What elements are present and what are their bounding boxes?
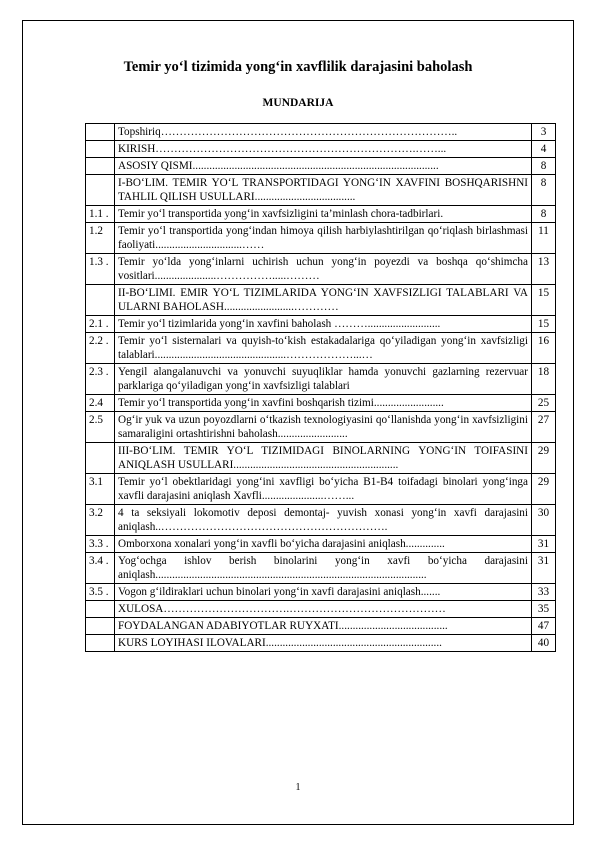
toc-entry-title: I-BO‘LIM. TEMIR YO‘L TRANSPORTIDAGI YONG‘IN XAVFINI BOSHQARISHNI TAHLIL QILISH USULLARI.................................... [115, 175, 532, 206]
toc-entry-title: 4 ta seksiyali lokomotiv deposi demontaj- yuvish xonasi yong‘in xavfi darajasini aniqlash..……………………………………………………. [115, 505, 532, 536]
toc-section-number: 3.5 . [86, 584, 115, 601]
toc-row [86, 316, 556, 333]
toc-section-number: 1.1 . [86, 206, 115, 223]
table-of-contents [85, 123, 556, 652]
toc-row [86, 175, 556, 206]
toc-entry-title: Temir yo‘l transportida yong‘in xavfsizligini ta’minlash chora-tadbirlari. [115, 206, 532, 223]
toc-entry-title: Temir yo‘l sisternalari va quyish-to‘kish estakadalariga qo‘yiladigan yong‘in xavfsizligi talablari...............................................………………...… [115, 333, 532, 364]
toc-row [86, 395, 556, 412]
toc-entry-title: Temir yo‘l obektlaridagi yong‘ini xavfligi bo‘yicha B1-B4 toifadagi binolari yong‘inga xavfli darajasini aniqlash Xavfli......................……... [115, 474, 532, 505]
toc-section-number [86, 124, 115, 141]
toc-section-number: 3.4 . [86, 553, 115, 584]
toc-entry-title: Temir yo‘l tizimlarida yong‘in xavfini baholash ……….......................... [115, 316, 532, 333]
toc-entry-title: Og‘ir yuk va uzun poyozdlarni o‘tkazish texnologiyasini qo‘llanishda yong‘in xavfsizligini samaraligini ortashtirishni baholash......................... [115, 412, 532, 443]
toc-page-number: 30 [532, 505, 556, 536]
toc-row [86, 618, 556, 635]
toc-row [86, 443, 556, 474]
toc-row [86, 364, 556, 395]
toc-page-number: 13 [532, 254, 556, 285]
toc-row [86, 158, 556, 175]
toc-section-number: 2.2 . [86, 333, 115, 364]
toc-page-number: 11 [532, 223, 556, 254]
toc-row [86, 206, 556, 223]
toc-section-number: 2.3 . [86, 364, 115, 395]
toc-entry-title: ASOSIY QISMI........................................................................................ [115, 158, 532, 175]
toc-page-number: 8 [532, 175, 556, 206]
toc-row [86, 474, 556, 505]
toc-page-number: 8 [532, 206, 556, 223]
toc-section-number: 3.1 [86, 474, 115, 505]
toc-section-number [86, 158, 115, 175]
toc-entry-title: Temir yo‘l transportida yong‘in xavfini boshqarish tizimi......................... [115, 395, 532, 412]
toc-section-number [86, 635, 115, 652]
toc-row [86, 285, 556, 316]
toc-page-number: 29 [532, 474, 556, 505]
toc-page-number: 31 [532, 536, 556, 553]
toc-entry-title: Vogon g‘ildiraklari uchun binolari yong‘in xavfi darajasini aniqlash....... [115, 584, 532, 601]
toc-row [86, 635, 556, 652]
toc-row [86, 601, 556, 618]
toc-page-number: 29 [532, 443, 556, 474]
toc-row [86, 505, 556, 536]
toc-entry-title: KURS LOYIHASI ILOVALARI............................................................... [115, 635, 532, 652]
toc-entry-title: FOYDALANGAN ADABIYOTLAR RUYXATI....................................... [115, 618, 532, 635]
toc-section-number: 2.4 [86, 395, 115, 412]
toc-entry-title: III-BO‘LIM. TEMIR YO‘L TIZIMIDAGI BINOLARNING YONG‘IN TOIFASINI ANIQLASH USULLARI........................................................... [115, 443, 532, 474]
toc-page-number: 35 [532, 601, 556, 618]
toc-section-number: 3.3 . [86, 536, 115, 553]
toc-row [86, 254, 556, 285]
toc-page-number: 8 [532, 158, 556, 175]
toc-section-number: 3.2 [86, 505, 115, 536]
toc-entry-title: KIRISH…………………………………………………………….……... [115, 141, 532, 158]
toc-page-number: 16 [532, 333, 556, 364]
page-number: 1 [295, 782, 301, 793]
toc-body [86, 124, 556, 652]
toc-row [86, 412, 556, 443]
toc-page-number: 4 [532, 141, 556, 158]
toc-row [86, 223, 556, 254]
toc-row [86, 584, 556, 601]
toc-section-number [86, 285, 115, 316]
toc-entry-title: Omborxona xonalari yong‘in xavfli bo‘yicha darajasini aniqlash.............. [115, 536, 532, 553]
toc-section-number [86, 618, 115, 635]
toc-page-number: 47 [532, 618, 556, 635]
toc-section-number: 2.1 . [86, 316, 115, 333]
toc-entry-title: Temir yo‘lda yong‘inlarni uchirish uchun yong‘in poyezdi va boshqa qo‘shimcha vositlari......................…………….....……… [115, 254, 532, 285]
toc-page-number: 31 [532, 553, 556, 584]
toc-section-number: 1.3 . [86, 254, 115, 285]
toc-section-number [86, 601, 115, 618]
toc-entry-title: XULOSA…………………………….…………………………………… [115, 601, 532, 618]
toc-page-number: 3 [532, 124, 556, 141]
toc-row [86, 333, 556, 364]
toc-page-number: 27 [532, 412, 556, 443]
document-title: Temir yo‘l tizimida yong‘in xavflilik darajasini baholash [123, 59, 473, 75]
toc-heading: MUNDARIJA [262, 97, 334, 109]
toc-entry-title: Yengil alangalanuvchi va yonuvchi suyuqliklar hamda yonuvchi gazlarning rezervuar parklariga qo‘yiladigan yong‘in xavfsizligi talablari [115, 364, 532, 395]
toc-page-number: 40 [532, 635, 556, 652]
toc-entry-title: Topshiriq…………………………………………………………………….. [115, 124, 532, 141]
toc-row [86, 536, 556, 553]
toc-page-number: 18 [532, 364, 556, 395]
toc-page-number: 15 [532, 316, 556, 333]
toc-section-number [86, 141, 115, 158]
toc-section-number [86, 443, 115, 474]
toc-row [86, 124, 556, 141]
toc-row [86, 141, 556, 158]
toc-row [86, 553, 556, 584]
toc-page-number: 25 [532, 395, 556, 412]
toc-section-number: 2.5 [86, 412, 115, 443]
toc-page-number: 15 [532, 285, 556, 316]
toc-page-number: 33 [532, 584, 556, 601]
toc-entry-title: II-BO‘LIMI. EMIR YO‘L TIZIMLARIDA YONG‘IN XAVFSIZLIGI TALABLARI VA ULARNI BAHOLASH.........................………… [115, 285, 532, 316]
toc-entry-title: Temir yo‘l transportida yong‘indan himoya qilish harbiylashtirilgan qo‘riqlash birlashmasi faoliyati...............................…… [115, 223, 532, 254]
toc-entry-title: Yog‘ochga ishlov berish binolarini yong‘in xavfi bo‘yicha darajasini aniqlash................................................................................................. [115, 553, 532, 584]
toc-section-number: 1.2 [86, 223, 115, 254]
toc-section-number [86, 175, 115, 206]
